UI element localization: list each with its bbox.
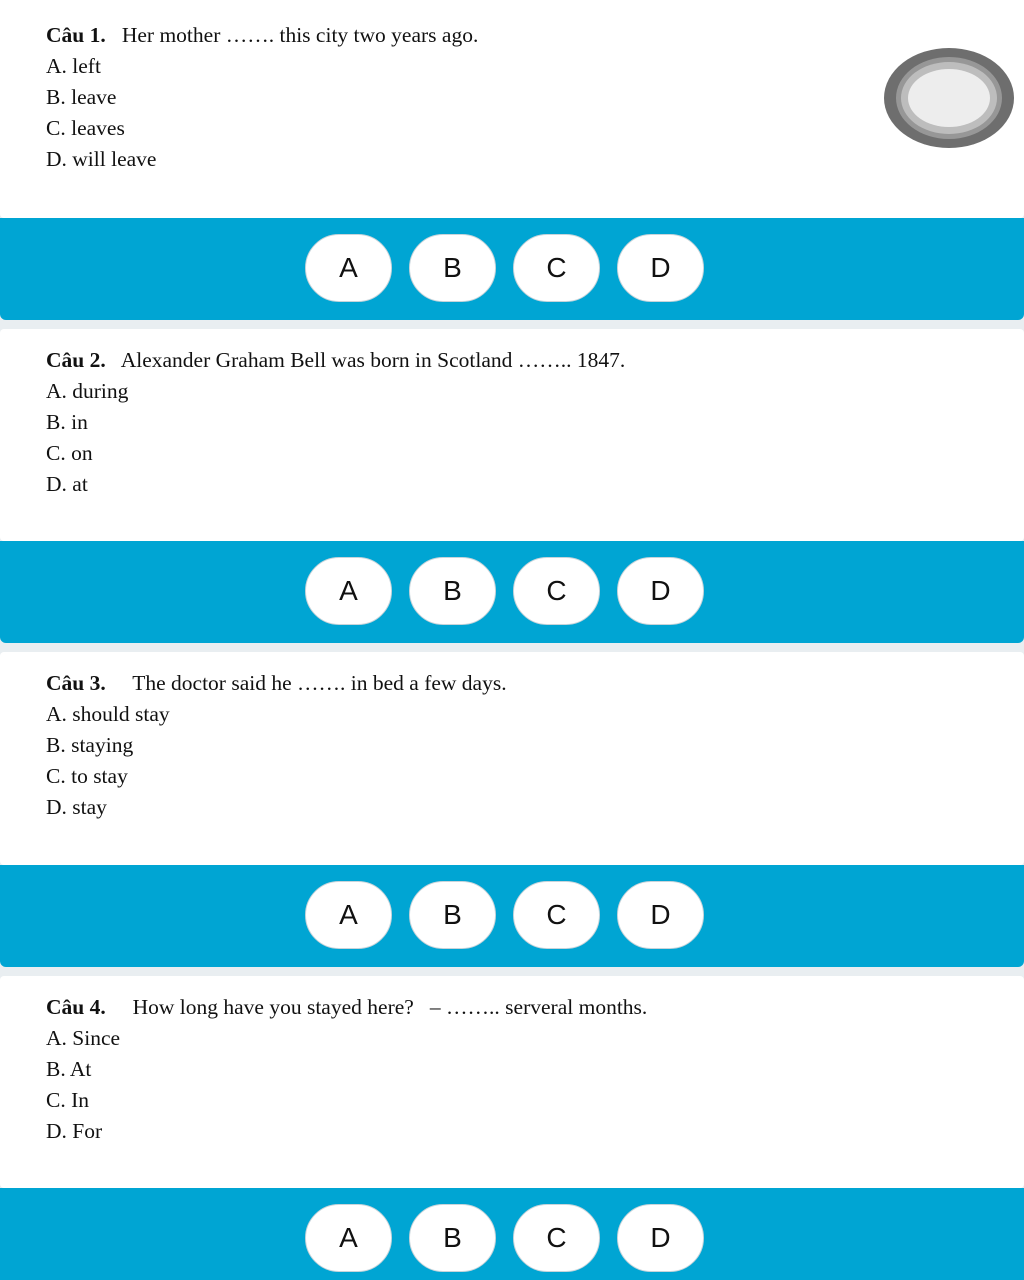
- question-text-1: [46, 20, 1024, 51]
- option-4-b: B. At: [46, 1057, 92, 1081]
- answer-bar-3: [0, 865, 1024, 967]
- option-3-a: A. should stay: [46, 702, 170, 726]
- option-3-b: B. staying: [46, 733, 134, 757]
- answer-button-1-a[interactable]: A: [305, 234, 392, 302]
- assistive-touch-ring-outer: [896, 57, 1002, 139]
- answer-bar-4: [0, 1188, 1024, 1280]
- answer-button-4-a[interactable]: A: [305, 1204, 392, 1272]
- answer-button-4-c[interactable]: C: [513, 1204, 600, 1272]
- answer-bar-1: [0, 218, 1024, 320]
- option-2-c: C. on: [46, 441, 93, 465]
- question-card-1: [0, 0, 1024, 218]
- option-1-a: A. left: [46, 54, 101, 78]
- answer-button-3-b[interactable]: B: [409, 881, 496, 949]
- option-1-b: B. leave: [46, 85, 117, 109]
- question-number-3: Câu 3.: [46, 671, 106, 695]
- option-3-d: D. stay: [46, 795, 107, 819]
- question-card-4: [0, 976, 1024, 1188]
- option-1-d: D. will leave: [46, 147, 157, 171]
- option-4-d: D. For: [46, 1119, 103, 1143]
- option-2-b: B. in: [46, 410, 88, 434]
- answer-button-2-b[interactable]: B: [409, 557, 496, 625]
- option-1-c: C. leaves: [46, 116, 125, 140]
- assistive-touch-core: [908, 69, 990, 127]
- answer-button-3-d[interactable]: D: [617, 881, 704, 949]
- question-number-1: Câu 1.: [46, 23, 106, 47]
- answer-button-2-a[interactable]: A: [305, 557, 392, 625]
- question-prompt-3: The doctor said he ……. in bed a few days.: [132, 671, 507, 695]
- answer-button-3-a[interactable]: A: [305, 881, 392, 949]
- option-3-c: C. to stay: [46, 764, 128, 788]
- answer-button-1-d[interactable]: D: [617, 234, 704, 302]
- option-2-d: D. at: [46, 472, 88, 496]
- question-number-2: Câu 2.: [46, 348, 106, 372]
- answer-button-2-c[interactable]: C: [513, 557, 600, 625]
- option-2-a: A. during: [46, 379, 129, 403]
- answer-button-2-d[interactable]: D: [617, 557, 704, 625]
- assistive-touch-icon[interactable]: [884, 48, 1014, 148]
- answer-button-3-c[interactable]: C: [513, 881, 600, 949]
- question-number-4: Câu 4.: [46, 995, 106, 1019]
- answer-button-1-b[interactable]: B: [409, 234, 496, 302]
- question-card-2: [0, 329, 1024, 541]
- question-prompt-1: Her mother ……. this city two years ago.: [121, 23, 479, 47]
- option-4-a: A. Since: [46, 1026, 121, 1050]
- option-4-c: C. In: [46, 1088, 89, 1112]
- question-text-3: [46, 668, 1024, 699]
- question-text-4: [46, 992, 1024, 1023]
- answer-button-4-d[interactable]: D: [617, 1204, 704, 1272]
- question-prompt-4: How long have you stayed here? – …….. serveral months.: [132, 995, 648, 1019]
- answer-button-1-c[interactable]: C: [513, 234, 600, 302]
- question-text-2: [46, 345, 1024, 376]
- answer-button-4-b[interactable]: B: [409, 1204, 496, 1272]
- question-card-3: [0, 652, 1024, 865]
- answer-bar-2: [0, 541, 1024, 643]
- assistive-touch-ring-inner: [901, 62, 997, 134]
- question-prompt-2: Alexander Graham Bell was born in Scotland …….. 1847.: [120, 348, 626, 372]
